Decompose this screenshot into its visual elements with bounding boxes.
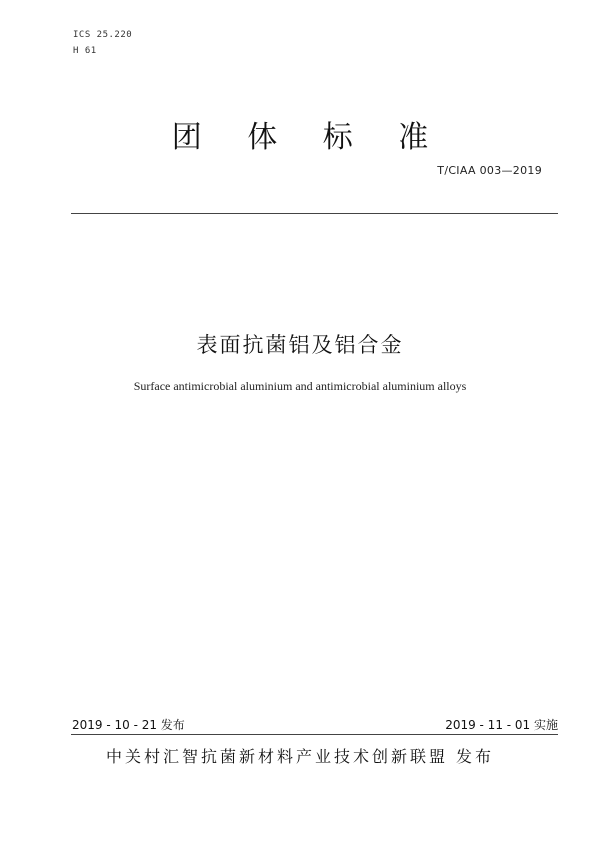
- title-english: Surface antimicrobial aluminium and antimicrobial aluminium alloys: [133, 379, 467, 393]
- issue-date: 2019 - 10 - 21 发布: [72, 718, 185, 732]
- ccs-code: H 61: [73, 46, 97, 56]
- header-divider: [71, 213, 558, 214]
- implementation-date: 2019 - 11 - 01 实施: [445, 718, 558, 732]
- document-type-heading: 团 体 标 准: [171, 120, 447, 155]
- footer-divider: [71, 734, 558, 735]
- title-chinese: 表面抗菌铝及铝合金: [196, 333, 404, 357]
- publisher: 中关村汇智抗菌新材料产业技术创新联盟 发布: [105, 747, 495, 766]
- ics-code: ICS 25.220: [73, 30, 133, 40]
- standard-number: T/CIAA 003—2019: [437, 164, 542, 177]
